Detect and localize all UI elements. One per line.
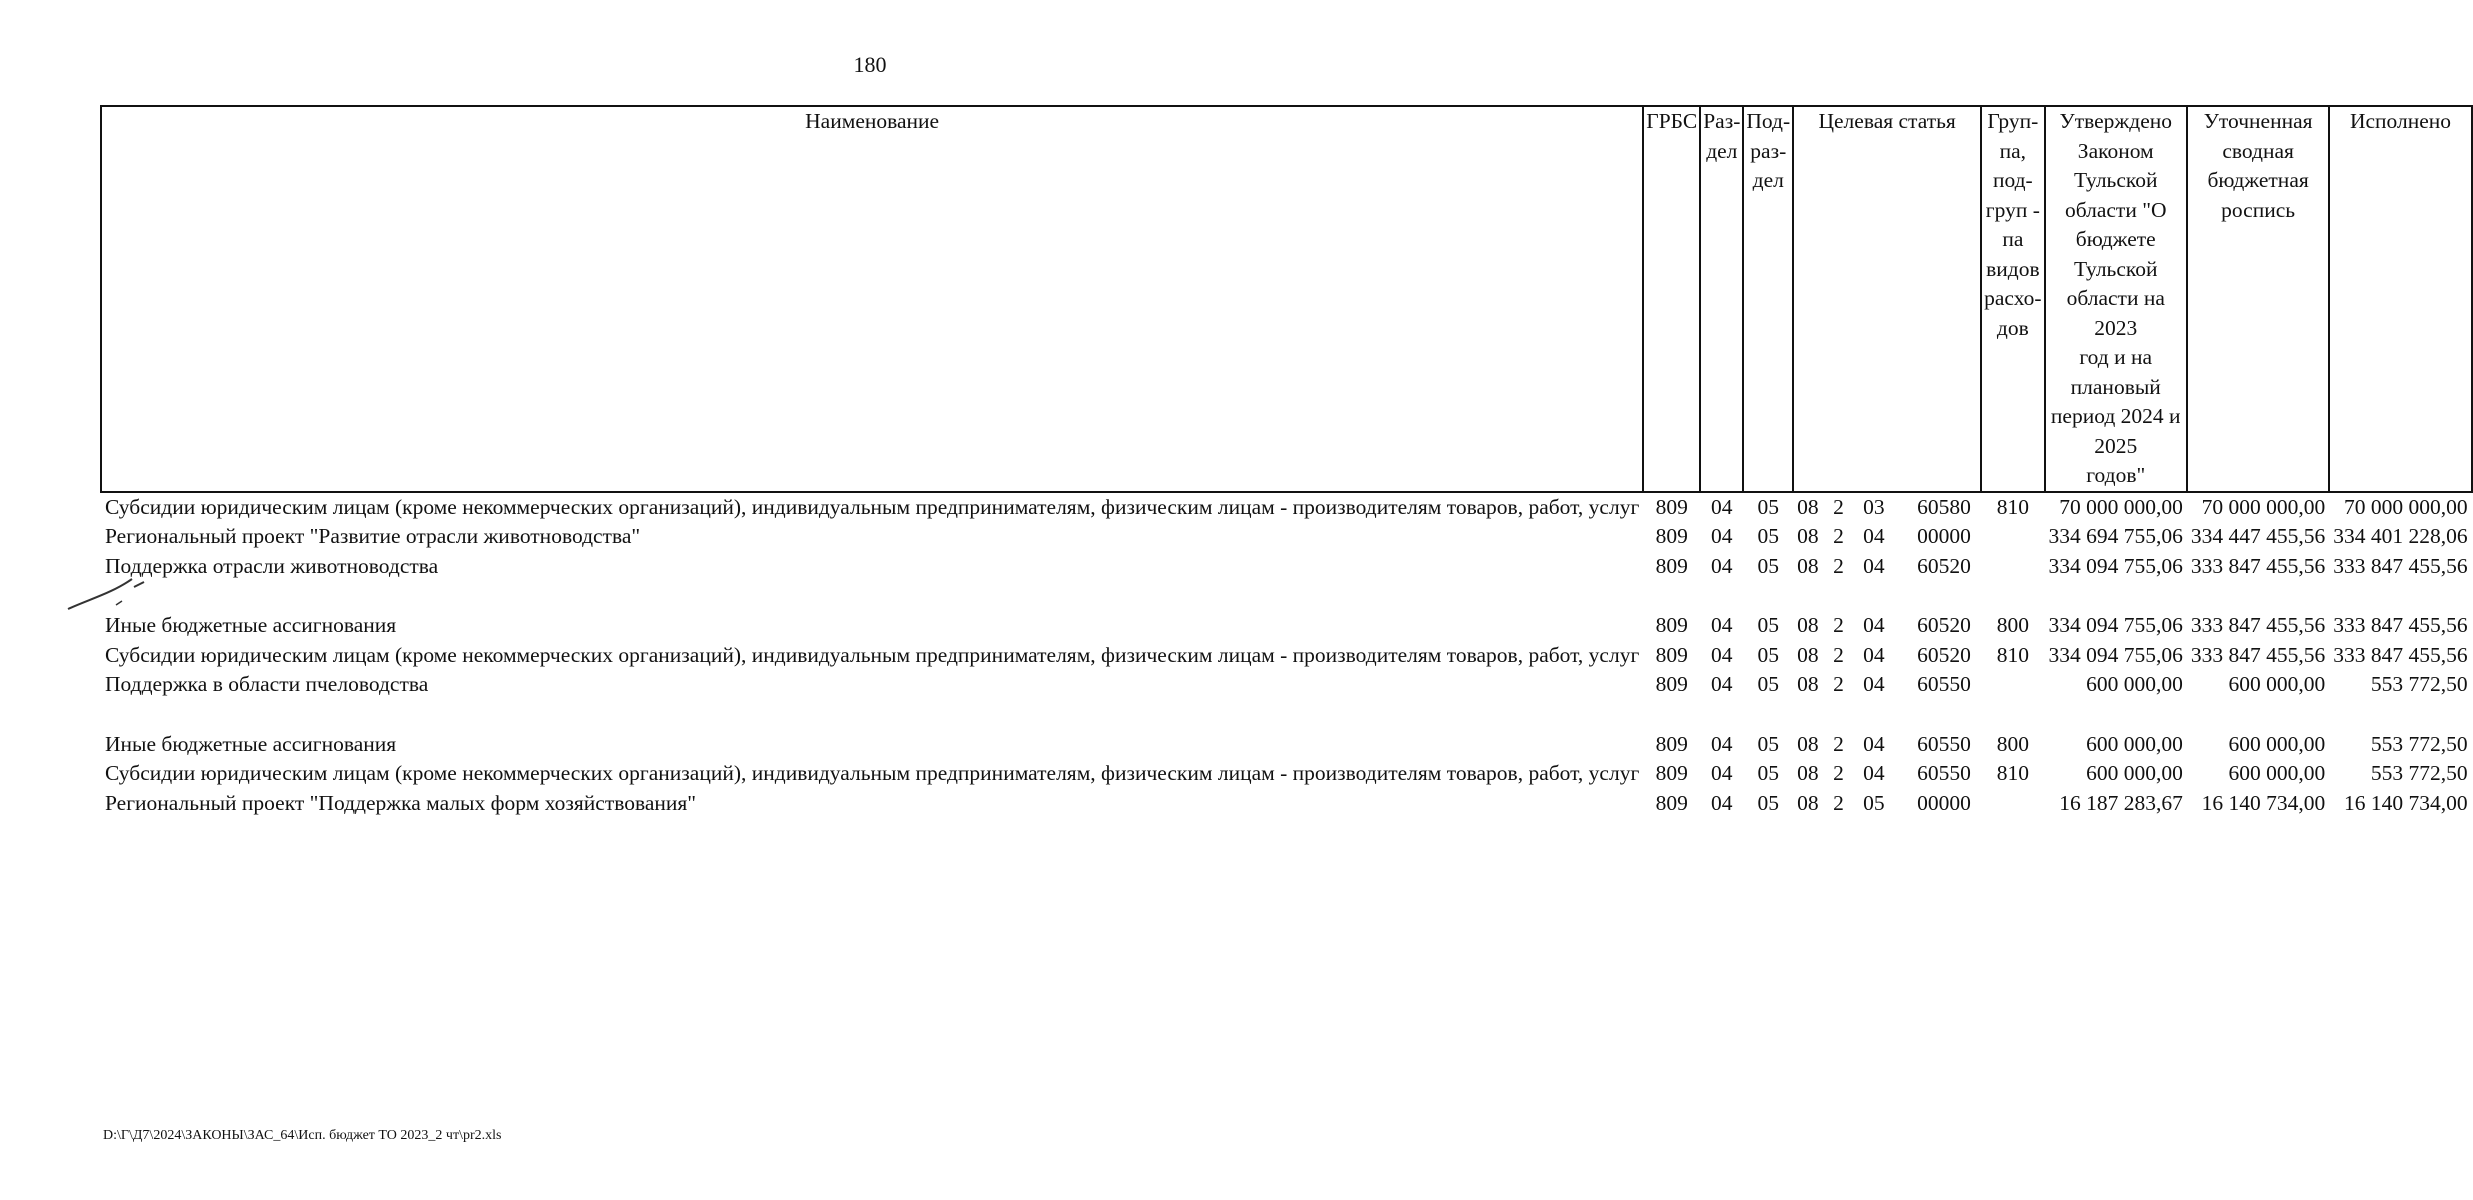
row-target <box>1793 730 1981 760</box>
row-grbs: 809 <box>1655 761 1688 785</box>
target-measure: 04 <box>1863 553 1885 578</box>
row-name: Региональный проект "Поддержка малых форм хозяйствования" <box>105 790 697 815</box>
row-podrazdel: 05 <box>1757 642 1779 667</box>
row-group: 810 <box>1996 761 2029 785</box>
row-grbs: 809 <box>1655 524 1688 548</box>
target-measure: 04 <box>1863 642 1885 667</box>
target-direction: 60550 <box>1917 672 1971 696</box>
table-row <box>101 492 2472 523</box>
target-subprogram: 2 <box>1833 790 1844 815</box>
header-name: Наименование <box>101 106 1643 492</box>
row-podrazdel: 05 <box>1757 731 1779 756</box>
row-approved: 334 094 755,06 <box>2048 642 2183 667</box>
row-name: Региональный проект "Развитие отрасли животноводства" <box>105 524 641 548</box>
row-approved: 334 094 755,06 <box>2048 553 2183 578</box>
row-target <box>1793 670 1981 730</box>
row-razdel: 04 <box>1711 613 1733 637</box>
header-target: Целевая статья <box>1793 106 1981 492</box>
page-number: 180 <box>853 52 887 77</box>
target-measure: 05 <box>1863 790 1885 815</box>
row-executed: 333 847 455,56 <box>2333 553 2468 578</box>
target-subprogram: 2 <box>1833 642 1844 667</box>
row-podrazdel: 05 <box>1757 613 1779 637</box>
table-row <box>101 789 2472 819</box>
header-grbs: ГРБС <box>1643 106 1700 492</box>
target-measure: 04 <box>1863 672 1885 696</box>
row-approved: 16 187 283,67 <box>2059 790 2183 815</box>
header-executed: Исполнено <box>2329 106 2471 492</box>
row-executed: 16 140 734,00 <box>2344 790 2468 815</box>
file-path-footer: D:\Г\Д7\2024\ЗАКОНЫ\ЗАС_64\Исп. бюджет ТО 2023_2 чт\pr2.xls <box>103 1128 502 1143</box>
header-razdel: Раз- дел <box>1700 106 1743 492</box>
row-target <box>1793 789 1981 819</box>
table-row <box>101 522 2472 552</box>
row-target <box>1793 492 1981 523</box>
target-program: 08 <box>1797 672 1819 696</box>
row-revised: 70 000 000,00 <box>2201 494 2326 519</box>
row-grbs: 809 <box>1655 642 1688 667</box>
row-approved: 70 000 000,00 <box>2059 494 2183 519</box>
header-row <box>101 106 2472 492</box>
table-row <box>101 611 2472 641</box>
row-podrazdel: 05 <box>1757 494 1779 519</box>
target-subprogram: 2 <box>1833 553 1844 578</box>
target-direction: 60520 <box>1917 613 1971 637</box>
row-podrazdel: 05 <box>1757 672 1779 696</box>
target-measure: 04 <box>1863 761 1885 785</box>
row-name: Субсидии юридическим лицам (кроме некоммерческих организаций), индивидуальным предпринимателям, физическим лицам - производителям товаров, работ, услуг <box>105 761 1640 785</box>
header-podrazdel: Под- раз- дел <box>1743 106 1793 492</box>
target-direction: 00000 <box>1917 790 1971 815</box>
row-razdel: 04 <box>1711 761 1733 785</box>
target-subprogram: 2 <box>1833 524 1844 548</box>
row-executed: 70 000 000,00 <box>2344 494 2468 519</box>
target-subprogram: 2 <box>1833 494 1844 519</box>
row-executed: 334 401 228,06 <box>2333 524 2468 548</box>
row-group <box>1981 522 2044 552</box>
row-name: Субсидии юридическим лицам (кроме некоммерческих организаций), индивидуальным предпринимателям, физическим лицам - производителям товаров, работ, услуг <box>105 642 1640 667</box>
table-row <box>101 552 2472 612</box>
target-direction: 60520 <box>1917 642 1971 667</box>
row-name: Субсидии юридическим лицам (кроме некоммерческих организаций), индивидуальным предпринимателям, физическим лицам - производителям товаров, работ, услуг <box>105 494 1640 519</box>
row-approved: 334 094 755,06 <box>2048 613 2183 637</box>
target-program: 08 <box>1797 553 1819 578</box>
target-program: 08 <box>1797 494 1819 519</box>
table-row <box>101 670 2472 730</box>
row-executed: 333 847 455,56 <box>2333 613 2468 637</box>
target-program: 08 <box>1797 642 1819 667</box>
row-approved: 600 000,00 <box>2086 761 2183 785</box>
row-approved: 600 000,00 <box>2086 672 2183 696</box>
target-direction: 60550 <box>1917 761 1971 785</box>
target-direction: 60520 <box>1917 553 1971 578</box>
target-direction: 60580 <box>1917 494 1971 519</box>
target-program: 08 <box>1797 524 1819 548</box>
row-group <box>1981 552 2044 612</box>
row-revised: 334 447 455,56 <box>2190 524 2326 548</box>
row-approved: 334 694 755,06 <box>2048 524 2183 548</box>
row-podrazdel: 05 <box>1757 790 1779 815</box>
row-name: Поддержка отрасли животноводства <box>105 553 439 578</box>
target-measure: 03 <box>1863 494 1885 519</box>
row-razdel: 04 <box>1711 553 1733 578</box>
target-program: 08 <box>1797 761 1819 785</box>
target-subprogram: 2 <box>1833 613 1844 637</box>
row-revised: 600 000,00 <box>2228 672 2326 696</box>
target-measure: 04 <box>1863 731 1885 756</box>
row-target <box>1793 522 1981 552</box>
table-row <box>101 730 2472 760</box>
target-subprogram: 2 <box>1833 672 1844 696</box>
pen-scribble-mark <box>60 565 150 615</box>
row-executed: 333 847 455,56 <box>2333 642 2468 667</box>
row-group: 800 <box>1996 613 2029 637</box>
row-podrazdel: 05 <box>1757 524 1779 548</box>
row-approved: 600 000,00 <box>2086 731 2183 756</box>
row-group <box>1981 670 2044 730</box>
row-grbs: 809 <box>1655 613 1688 637</box>
row-group <box>1981 789 2044 819</box>
row-name: Поддержка в области пчеловодства <box>105 672 429 696</box>
row-grbs: 809 <box>1655 494 1688 519</box>
target-program: 08 <box>1797 613 1819 637</box>
row-razdel: 04 <box>1711 494 1733 519</box>
row-razdel: 04 <box>1711 642 1733 667</box>
header-revised: Уточненная сводная бюджетная роспись <box>2187 106 2329 492</box>
row-revised: 600 000,00 <box>2228 731 2326 756</box>
row-revised: 333 847 455,56 <box>2190 642 2326 667</box>
row-executed: 553 772,50 <box>2370 761 2468 785</box>
header-approved: Утверждено Законом Тульской области "О бюджете Тульской области на 2023 год и на плановый период 2024 и 2025 годов" <box>2045 106 2187 492</box>
budget-table <box>100 105 2473 818</box>
row-target <box>1793 759 1981 789</box>
target-subprogram: 2 <box>1833 761 1844 785</box>
row-grbs: 809 <box>1655 790 1688 815</box>
row-grbs: 809 <box>1655 553 1688 578</box>
target-program: 08 <box>1797 731 1819 756</box>
header-group: Груп- па, под- груп - па видов расхо- дов <box>1981 106 2044 492</box>
target-direction: 00000 <box>1917 524 1971 548</box>
row-target <box>1793 641 1981 671</box>
row-revised: 600 000,00 <box>2228 761 2326 785</box>
table-row <box>101 641 2472 671</box>
row-razdel: 04 <box>1711 790 1733 815</box>
row-target <box>1793 552 1981 612</box>
row-target <box>1793 611 1981 641</box>
target-measure: 04 <box>1863 613 1885 637</box>
row-revised: 333 847 455,56 <box>2190 613 2326 637</box>
row-group: 810 <box>1996 494 2029 519</box>
row-executed: 553 772,50 <box>2370 731 2468 756</box>
row-group: 800 <box>1996 731 2029 756</box>
row-podrazdel: 05 <box>1757 553 1779 578</box>
row-group: 810 <box>1996 642 2029 667</box>
target-program: 08 <box>1797 790 1819 815</box>
row-razdel: 04 <box>1711 672 1733 696</box>
row-revised: 333 847 455,56 <box>2190 553 2326 578</box>
row-name: Иные бюджетные ассигнования <box>105 731 397 756</box>
target-subprogram: 2 <box>1833 731 1844 756</box>
table-row <box>101 759 2472 789</box>
row-revised: 16 140 734,00 <box>2201 790 2326 815</box>
target-measure: 04 <box>1863 524 1885 548</box>
row-grbs: 809 <box>1655 672 1688 696</box>
target-direction: 60550 <box>1917 731 1971 756</box>
row-name: Иные бюджетные ассигнования <box>105 613 397 637</box>
row-executed: 553 772,50 <box>2370 672 2468 696</box>
row-razdel: 04 <box>1711 524 1733 548</box>
row-razdel: 04 <box>1711 731 1733 756</box>
row-podrazdel: 05 <box>1757 761 1779 785</box>
row-grbs: 809 <box>1655 731 1688 756</box>
